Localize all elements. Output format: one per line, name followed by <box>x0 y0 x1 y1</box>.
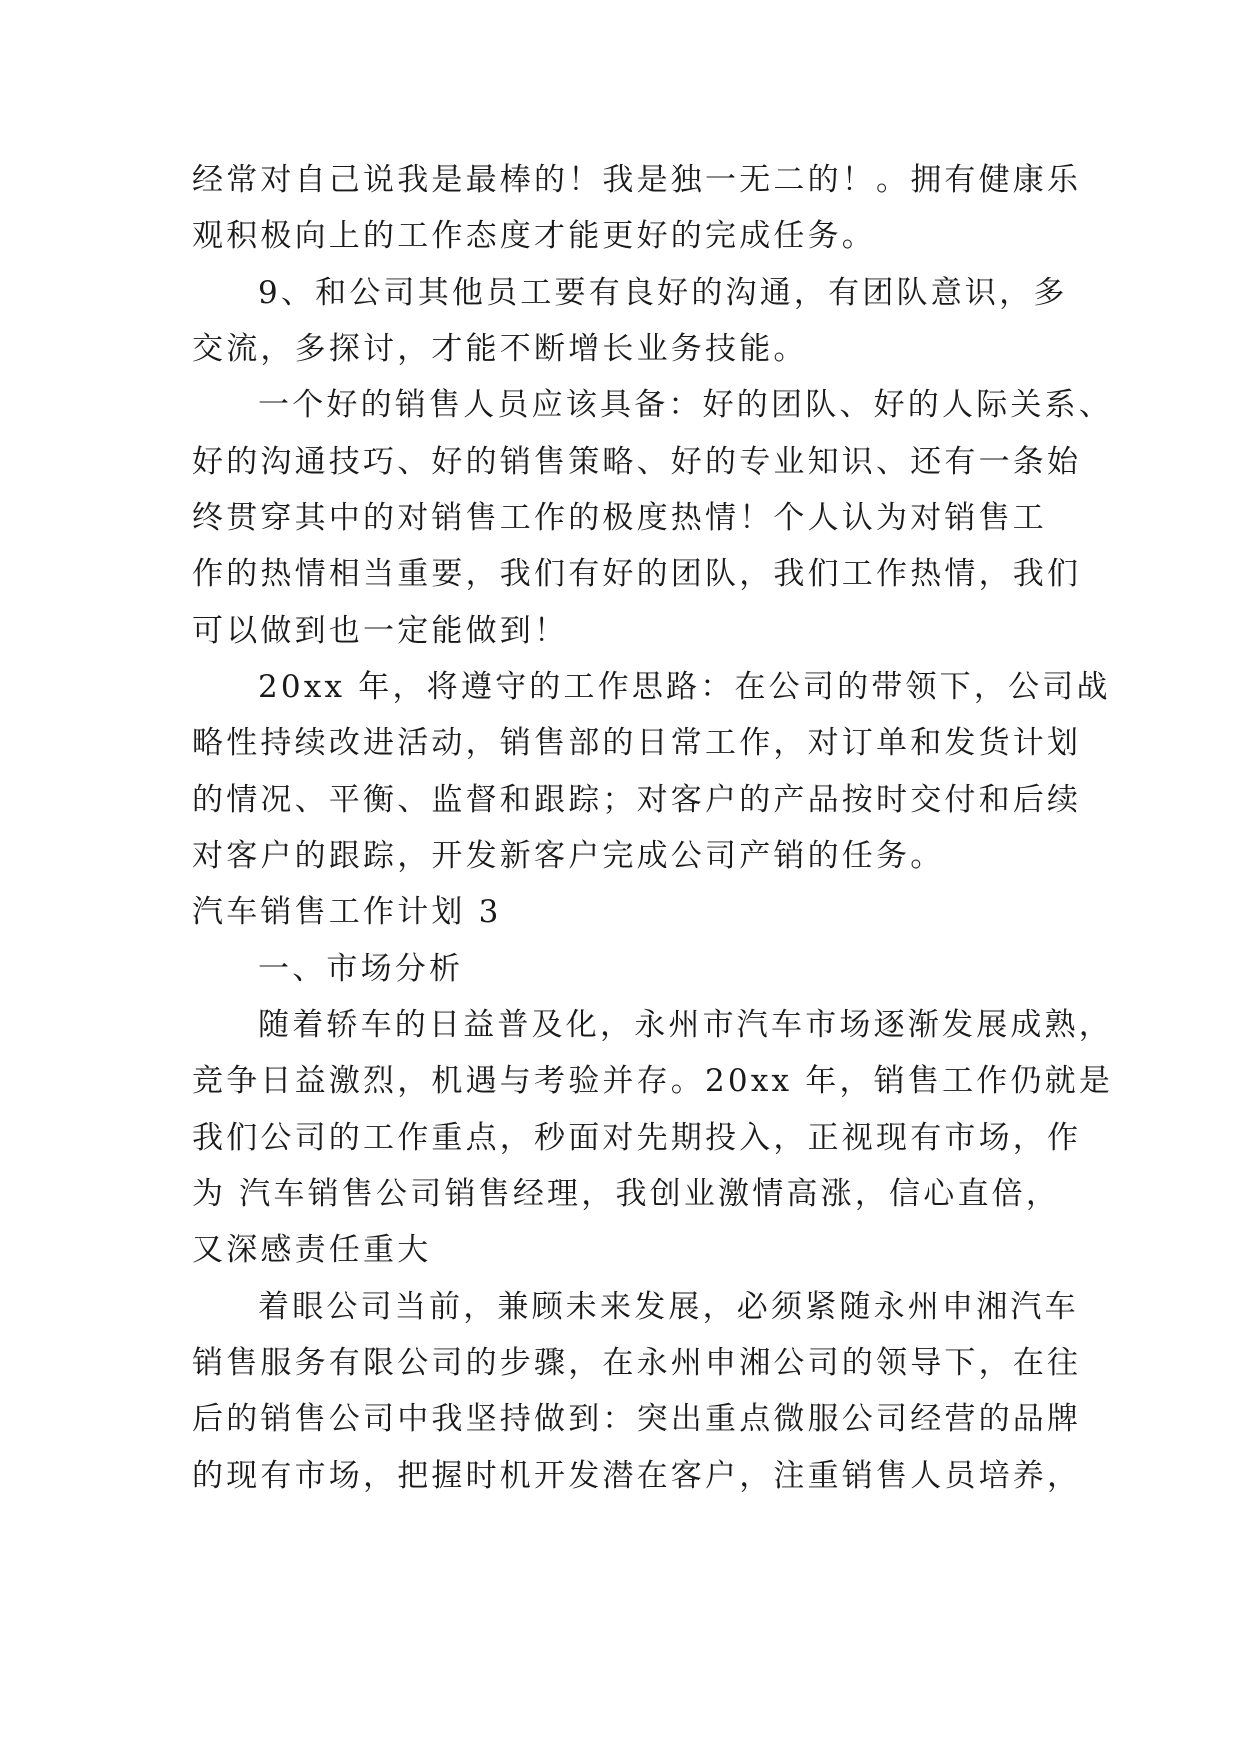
text-line: 交流，多探讨，才能不断增长业务技能。 <box>192 331 808 367</box>
text-line: 竞争日益激烈，机遇与考验并存。20xx 年，销售工作仍就是 <box>192 1063 1114 1099</box>
text-line: 后的销售公司中我坚持做到：突出重点微服公司经营的品牌 <box>192 1401 1082 1437</box>
text-line: 的现有市场，把握时机开发潜在客户，注重销售人员培养， <box>192 1458 1082 1494</box>
text-line: 的情况、平衡、监督和跟踪；对客户的产品按时交付和后续 <box>192 782 1082 818</box>
text-line: 作的热情相当重要，我们有好的团队，我们工作热情，我们 <box>192 556 1082 592</box>
text-line: 可以做到也一定能做到！ <box>192 613 569 649</box>
text-line: 我们公司的工作重点，秒面对先期投入，正视现有市场，作 <box>192 1120 1082 1156</box>
text-line: 经常对自己说我是最棒的！我是独一无二的！。拥有健康乐 <box>192 162 1082 198</box>
paragraph-line: 9、和公司其他员工要有良好的沟通，有团队意识，多 <box>258 275 1068 311</box>
text-line: 终贯穿其中的对销售工作的极度热情！个人认为对销售工 <box>192 500 1047 536</box>
text-line: 对客户的跟踪，开发新客户完成公司产销的任务。 <box>192 838 945 874</box>
text-line: 销售服务有限公司的步骤，在永州申湘公司的领导下，在往 <box>192 1345 1082 1381</box>
section-heading: 汽车销售工作计划 3 <box>192 894 502 930</box>
text-line: 观积极向上的工作态度才能更好的完成任务。 <box>192 218 876 254</box>
paragraph-line: 着眼公司当前，兼顾未来发展，必须紧随永州申湘汽车 <box>258 1289 1079 1325</box>
paragraph-line: 一个好的销售人员应该具备：好的团队、好的人际关系、 <box>258 387 1113 423</box>
text-line: 又深感责任重大 <box>192 1232 432 1268</box>
text-line: 好的沟通技巧、好的销售策略、好的专业知识、还有一条始 <box>192 444 1082 480</box>
paragraph-line: 随着轿车的日益普及化，永州市汽车市场逐渐发展成熟， <box>258 1007 1113 1043</box>
paragraph-line: 20xx 年，将遵守的工作思路：在公司的带领下，公司战 <box>258 669 1111 705</box>
text-line: 略性持续改进活动，销售部的日常工作，对订单和发货计划 <box>192 725 1082 761</box>
text-line: 为 汽车销售公司销售经理，我创业激情高涨，信心直倍， <box>192 1176 1061 1212</box>
subsection-heading: 一、市场分析 <box>258 951 464 987</box>
